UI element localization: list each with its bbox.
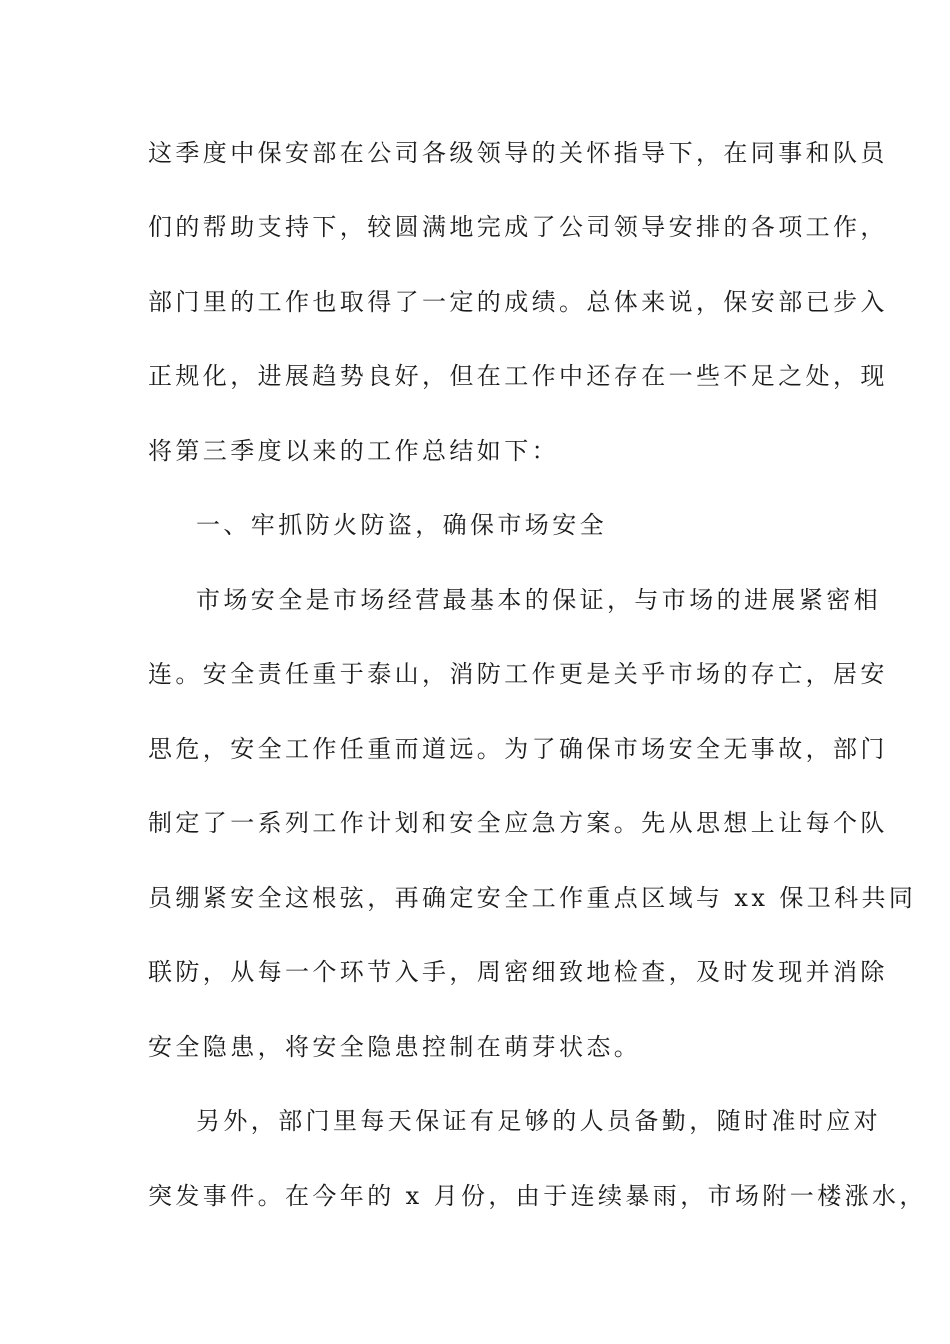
paragraph-line: 部门里的工作也取得了一定的成绩。总体来说，保安部已步入 — [148, 288, 888, 316]
paragraph-line: 另外，部门里每天保证有足够的人员备勤，随时准时应对 — [196, 1107, 881, 1135]
paragraph-line: 这季度中保安部在公司各级领导的关怀指导下，在同事和队员 — [148, 139, 888, 167]
paragraph-line: 市场安全是市场经营最基本的保证，与市场的进展紧密相 — [196, 586, 881, 614]
paragraph-line: 员绷紧安全这根弦，再确定安全工作重点区域与 xx 保卫科共同 — [148, 884, 917, 912]
paragraph-line: 安全隐患，将安全隐患控制在萌芽状态。 — [148, 1033, 642, 1061]
paragraph-line: 联防，从每一个环节入手，周密细致地检查，及时发现并消除 — [148, 958, 888, 986]
paragraph-line: 制定了一系列工作计划和安全应急方案。先从思想上让每个队 — [148, 809, 888, 837]
paragraph-line: 思危，安全工作任重而道远。为了确保市场安全无事故，部门 — [148, 735, 888, 763]
paragraph-line: 将第三季度以来的工作总结如下： — [148, 437, 559, 465]
paragraph-line: 突发事件。在今年的 x 月份，由于连续暴雨，市场附一楼涨水， — [148, 1182, 927, 1210]
paragraph-line: 连。安全责任重于泰山，消防工作更是关乎市场的存亡，居安 — [148, 660, 888, 688]
paragraph-line: 正规化，进展趋势良好，但在工作中还存在一些不足之处，现 — [148, 362, 888, 390]
paragraph-line: 们的帮助支持下，较圆满地完成了公司领导安排的各项工作， — [148, 213, 888, 241]
section-heading: 一、牢抓防火防盗，确保市场安全 — [196, 511, 607, 539]
